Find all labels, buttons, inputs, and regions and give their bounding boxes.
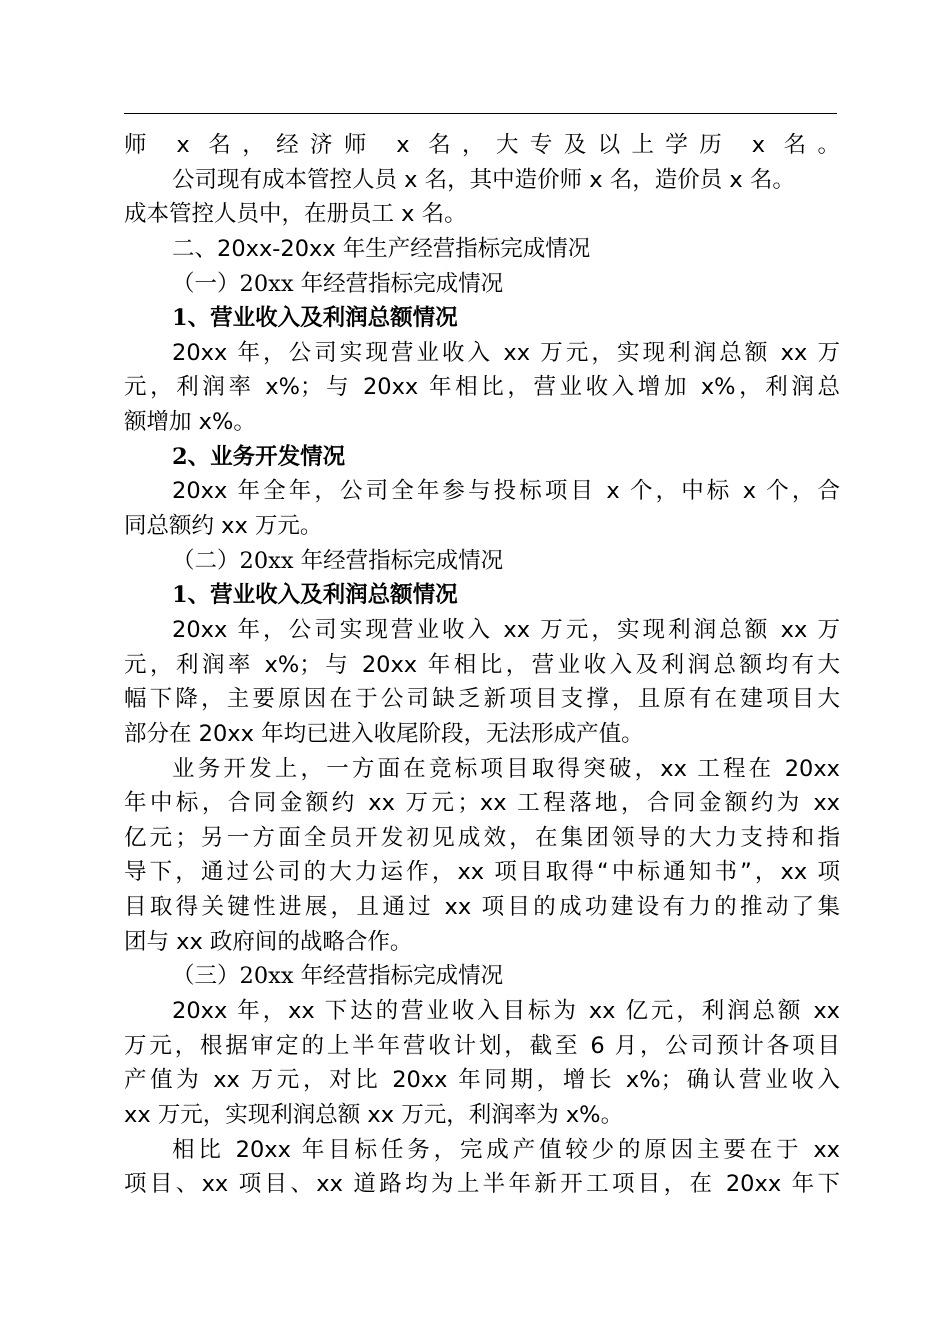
body-line: xx 万元，实现利润总额 xx 万元，利润率为 x%。 bbox=[124, 1101, 624, 1128]
body-line: 团与 xx 政府间的战略合作。 bbox=[124, 928, 413, 955]
body-line: 20xx 年，公司实现营业收入 xx 万元，实现利润总额 xx 万 bbox=[172, 616, 840, 643]
body-line: 幅下降，主要原因在于公司缺乏新项目支撑，且原有在建项目大 bbox=[124, 686, 840, 713]
body-line: 产值为 xx 万元，对比 20xx 年同期，增长 x%；确认营业收入 bbox=[124, 1067, 840, 1094]
subsection-heading: （三）20xx 年经营指标完成情况 bbox=[172, 963, 504, 990]
body-line: 亿元；另一方面全员开发初见成效，在集团领导的大力支持和指 bbox=[124, 824, 840, 851]
body-line: 元，利润率 x%；与 20xx 年相比，营业收入增加 x%，利润总 bbox=[124, 374, 840, 401]
body-line: 导下，通过公司的大力运作，xx 项目取得“中标通知书”，xx 项 bbox=[124, 859, 840, 886]
body-line: 额增加 x%。 bbox=[124, 409, 256, 436]
body-line: 部分在 20xx 年均已进入收尾阶段，无法形成产值。 bbox=[124, 720, 644, 747]
body-line: 公司现有成本管控人员 x 名，其中造价师 x 名，造价员 x 名。 bbox=[172, 166, 795, 193]
body-line: 目取得关键性进展，且通过 xx 项目的成功建设有力的推动了集 bbox=[124, 894, 840, 921]
section-heading: 二、20xx-20xx 年生产经营指标完成情况 bbox=[172, 235, 591, 262]
item-heading: 1、营业收入及利润总额情况 bbox=[172, 305, 458, 332]
body-line: 师 x 名，经济师 x 名，大专及以上学历 x 名。 bbox=[124, 132, 840, 158]
body-line: 相比 20xx 年目标任务，完成产值较少的原因主要在于 xx bbox=[172, 1136, 840, 1163]
body-line: 业务开发上，一方面在竞标项目取得突破，xx 工程在 20xx bbox=[172, 755, 840, 782]
body-line: 20xx 年，公司实现营业收入 xx 万元，实现利润总额 xx 万 bbox=[172, 339, 840, 366]
item-heading: 1、营业收入及利润总额情况 bbox=[172, 582, 458, 609]
header-rule bbox=[124, 113, 837, 114]
body-line: 项目、xx 项目、xx 道路均为上半年新开工项目，在 20xx 年下 bbox=[124, 1171, 840, 1198]
document-body bbox=[124, 128, 840, 1202]
body-line: 元，利润率 x%；与 20xx 年相比，营业收入及利润总额均有大 bbox=[124, 651, 840, 678]
item-heading: 2、业务开发情况 bbox=[172, 443, 346, 470]
body-line: 万元，根据审定的上半年营收计划，截至 6 月，公司预计各项目 bbox=[124, 1032, 840, 1059]
body-line: 20xx 年全年，公司全年参与投标项目 x 个，中标 x 个，合 bbox=[172, 478, 840, 505]
subsection-heading: （二）20xx 年经营指标完成情况 bbox=[172, 547, 504, 574]
body-line: 20xx 年，xx 下达的营业收入目标为 xx 亿元，利润总额 xx bbox=[172, 998, 840, 1025]
subsection-heading: （一）20xx 年经营指标完成情况 bbox=[172, 270, 504, 297]
body-line: 年中标，合同金额约 xx 万元；xx 工程落地，合同金额约为 xx bbox=[124, 790, 840, 817]
body-line: 同总额约 xx 万元。 bbox=[124, 513, 323, 540]
body-line: 成本管控人员中，在册员工 x 名。 bbox=[124, 201, 467, 228]
